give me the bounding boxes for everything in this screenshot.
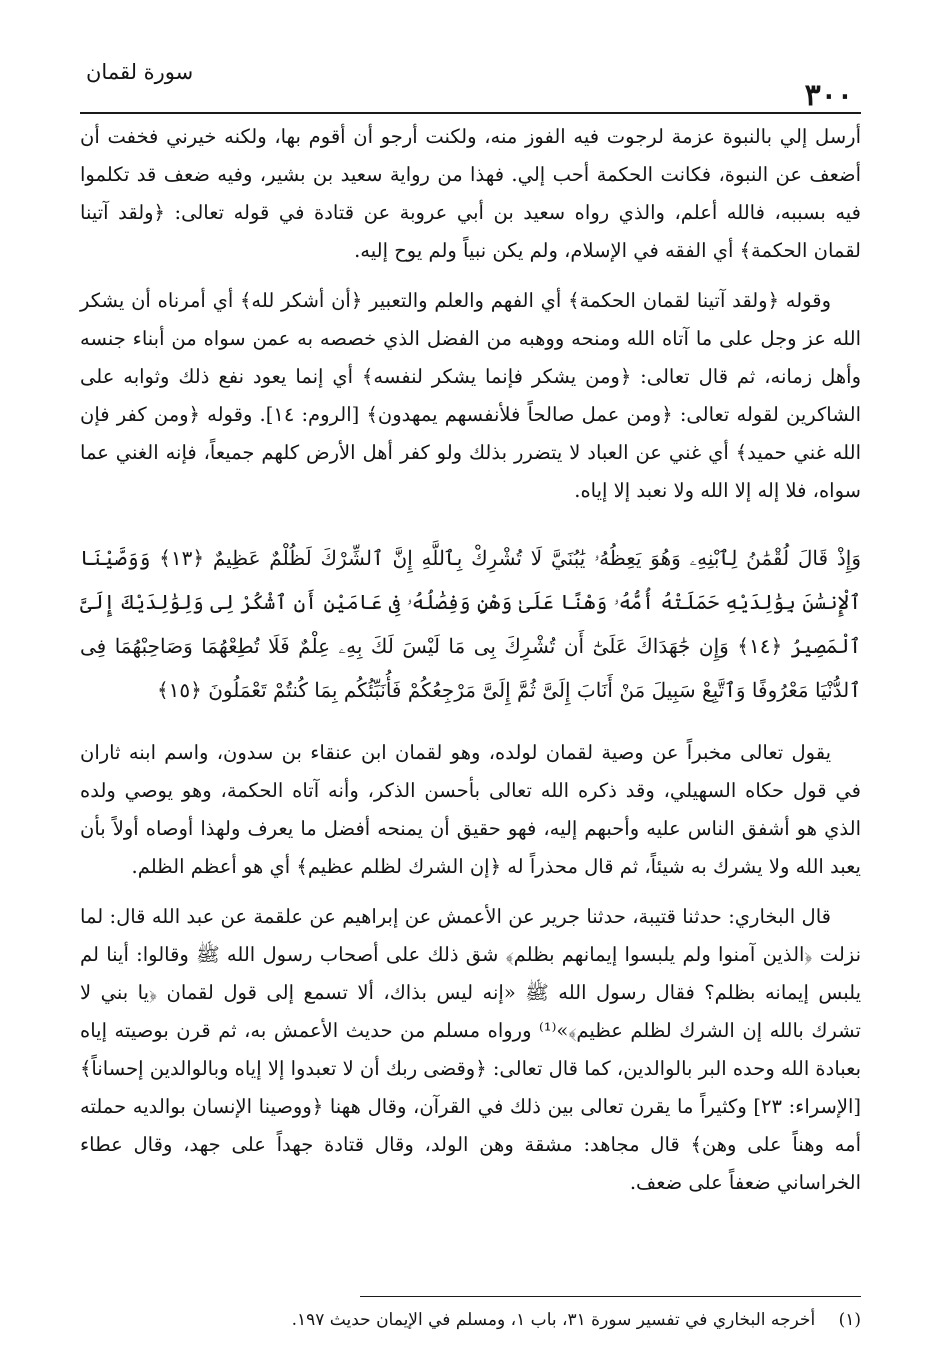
page-number: ٣٠٠ [804, 78, 853, 113]
surah-title: سورة لقمان [86, 60, 194, 84]
footnote-number: (١) [838, 1310, 861, 1330]
paragraph-narration: أرسل إلي بالنبوة عزمة لرجوت فيه الفوز منه، ولكنت أرجو أن أقوم بها، ولكنه خيرني فخفت أن أضعف عن النبوة، فكانت الحكمة أحب إلي. فهذا من رواية سعيد بن بشير، وفيه ضعف قد تكلموا فيه بسببه، فالله أعلم، والذي رواه سعيد بن أبي عروبة عن قتادة في قوله تعالى: ﴿ولقد آتينا لقمان الحكمة﴾ أي الفقه في الإسلام، ولم يكن نبياً ولم يوح إليه. [80, 125, 861, 262]
paragraph-commentary: وقوله ﴿ولقد آتينا لقمان الحكمة﴾ أي الفهم والعلم والتعبير ﴿أن أشكر لله﴾ أي أمرناه أن يشكر الله عز وجل على ما آتاه الله ومنحه ووهبه من الفضل الذي خصصه به عمن سواه من أبناء جنسه وأهل زمانه، ثم قال تعالى: ﴿ومن يشكر فإنما يشكر لنفسه﴾ أي إنما يعود نفع ذلك وثوابه على الشاكرين لقوله تعالى: ﴿ومن عمل صالحاً فلأنفسهم يمهدون﴾ [الروم: ١٤]. وقوله ﴿ومن كفر فإن الله غني حميد﴾ أي غني عن العباد لا يتضرر بذلك ولو كفر أهل الأرض كلهم جميعاً، فإنه الغني عما سواه، فلا إله إلا الله ولا نعبد إلا إياه. [80, 289, 862, 502]
quran-verses-block: وَإِذْ قَالَ لُقْمَٰنُ لِٱبْنِهِۦ وَهُوَ يَعِظُهُۥ يَٰبُنَيَّ لَا تُشْرِكْ بِٱللَّهِ إِنَّ ٱلشِّرْكَ لَظُلْمٌ عَظِيمٌ ﴿١٣﴾ وَوَصَّيْنَا ٱلْإِنسَٰنَ بِوَٰلِدَيْهِ حَمَلَتْهُ أُمُّهُۥ وَهْنًا عَلَىٰ وَهْنٍ وَفِصَٰلُهُۥ فِى عَامَيْنِ أَنِ ٱشْكُرْ لِى وَلِوَٰلِدَيْكَ إِلَىَّ ٱلْمَصِيرُ ﴿١٤﴾ وَإِن جَٰهَدَاكَ عَلَىٰٓ أَن تُشْرِكَ بِى مَا لَيْسَ لَكَ بِهِۦ عِلْمٌ فَلَا تُطِعْهُمَا وَصَاحِبْهُمَا فِى ٱلدُّنْيَا مَعْرُوفًا وَٱتَّبِعْ سَبِيلَ مَنْ أَنَابَ إِلَىَّ ثُمَّ إِلَىَّ مَرْجِعُكُمْ فَأُنَبِّئُكُم بِمَا كُنتُمْ تَعْمَلُونَ ﴿١٥﴾ [80, 546, 861, 702]
footnote [80, 1306, 861, 1334]
footnote-divider [360, 1296, 861, 1297]
page-body [80, 118, 861, 1202]
page-header [80, 52, 861, 114]
footnote-text: أخرجه البخاري في تفسير سورة ٣١، باب ١، ومسلم في الإيمان حديث ١٩٧. [291, 1310, 816, 1330]
paragraph-hadith: قال البخاري: حدثنا قتيبة، حدثنا جرير عن الأعمش عن إبراهيم عن علقمة عن عبد الله قال: لما نزلت ﴿الذين آمنوا ولم يلبسوا إيمانهم بظلم﴾ شق ذلك على أصحاب رسول الله ﷺ وقالوا: أينا لم يلبس إيمانه بظلم؟ فقال رسول الله ﷺ «إنه ليس بذاك، ألا تسمع إلى قول لقمان ﴿يا بني لا تشرك بالله إن الشرك لظلم عظيم﴾»⁽¹⁾ ورواه مسلم من حديث الأعمش به، ثم قرن بوصيته إياه بعبادة الله وحده البر بالوالدين، كما قال تعالى: ﴿وقضى ربك أن لا تعبدوا إلا إياه وبالوالدين إحساناً﴾ [الإسراء: ٢٣] وكثيراً ما يقرن تعالى بين ذلك في القرآن، وقال ههنا ﴿ووصينا الإنسان بوالديه حملته أمه وهناً على وهن﴾ قال مجاهد: مشقة وهن الولد، وقال قتادة جهداً على جهد، وقال عطاء الخراساني ضعفاً على ضعف. [79, 905, 861, 1194]
paragraph-explanation: يقول تعالى مخبراً عن وصية لقمان لولده، وهو لقمان ابن عنقاء بن سدون، واسم ابنه ثاران في قول حكاه السهيلي، وقد ذكره الله تعالى بأحسن الذكر، وأنه آتاه الحكمة، وهو يوصي ولده الذي هو أشفق الناس عليه وأحبهم إليه، فهو حقيق أن يمنحه أفضل ما يعرف ولهذا أوصاه أولاً بأن يعبد الله ولا يشرك به شيئاً، ثم قال محذراً له ﴿إن الشرك لظلم عظيم﴾ أي هو أعظم الظلم. [80, 741, 861, 878]
